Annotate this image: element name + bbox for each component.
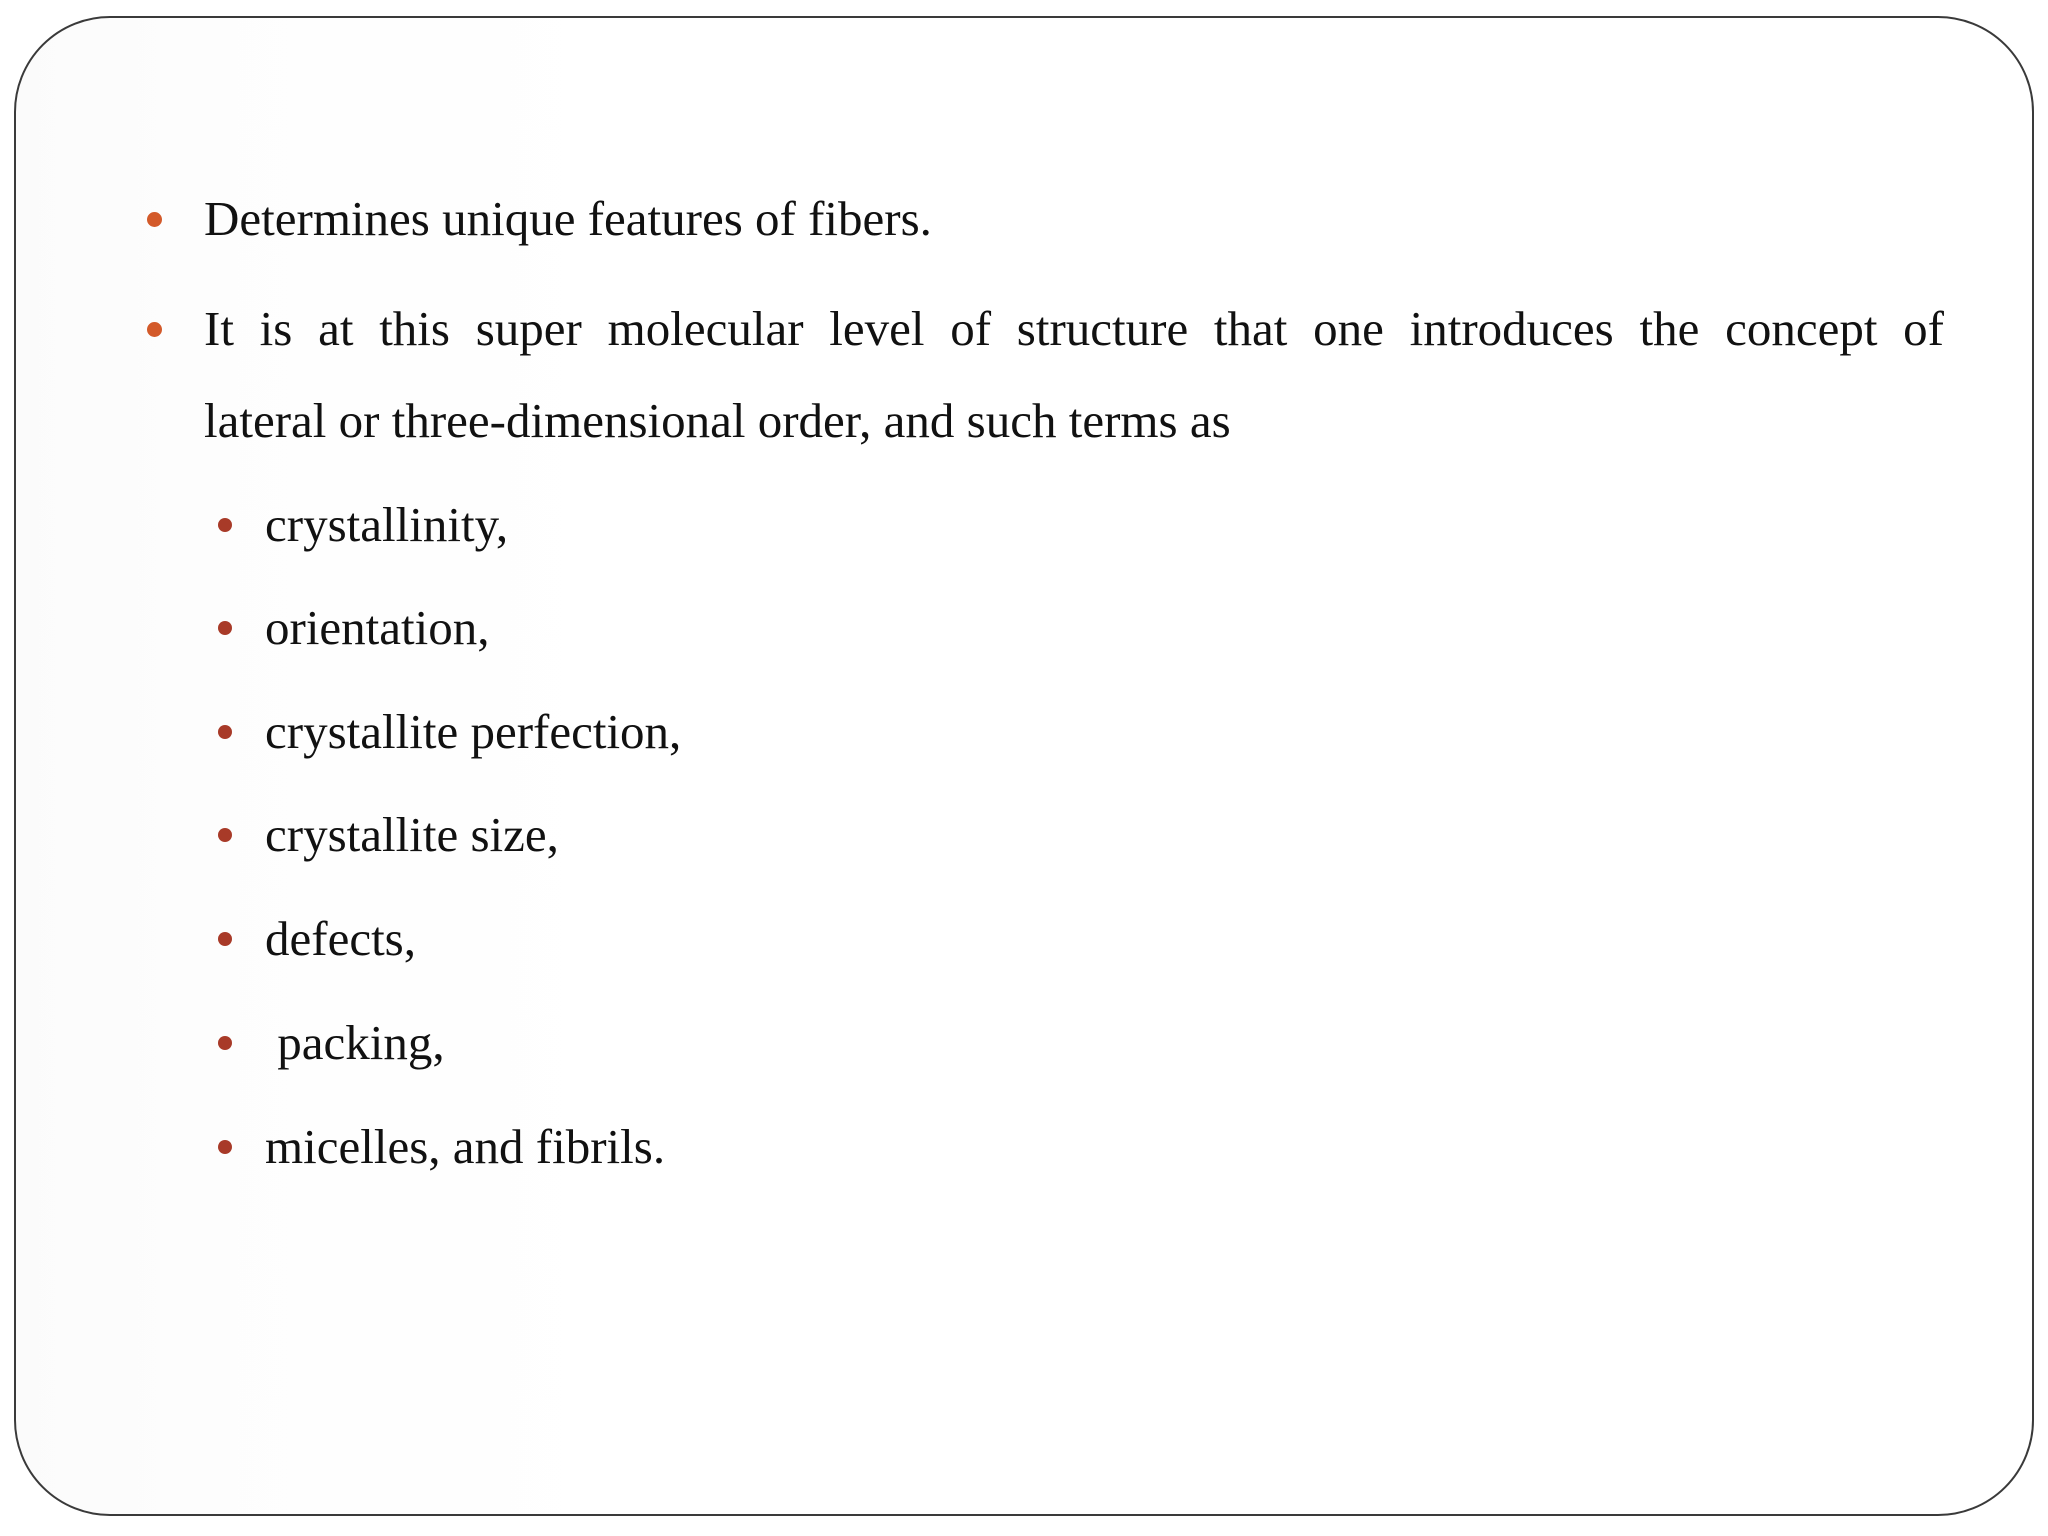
sub-bullet-text: crystallite perfection, (265, 704, 682, 759)
sub-bullet-dot (218, 518, 232, 532)
bullet-text-line: It is at this super molecular level of structure that one introduces the concept of (204, 301, 1944, 356)
bullet-dot (147, 322, 162, 337)
sub-bullet-text: crystallite size, (265, 807, 559, 862)
slide-content (16, 18, 2032, 1514)
sub-bullet-text: crystallinity, (265, 497, 509, 552)
sub-bullet-dot (218, 932, 232, 946)
sub-bullet-dot (218, 1036, 232, 1050)
sub-bullet-text: micelles, and fibrils. (265, 1119, 666, 1174)
bullet-text: Determines unique features of fibers. (204, 191, 932, 246)
slide-frame (14, 16, 2034, 1516)
sub-bullet-text: packing, (265, 1015, 445, 1070)
bullet-text-line: lateral or three-dimensional order, and such terms as (204, 393, 1231, 448)
sub-bullet-dot (218, 828, 232, 842)
sub-bullet-dot (218, 621, 232, 635)
sub-bullet-text: orientation, (265, 600, 490, 655)
sub-bullet-dot (218, 1140, 232, 1154)
sub-bullet-dot (218, 725, 232, 739)
sub-bullet-text: defects, (265, 911, 416, 966)
bullet-dot (147, 212, 162, 227)
